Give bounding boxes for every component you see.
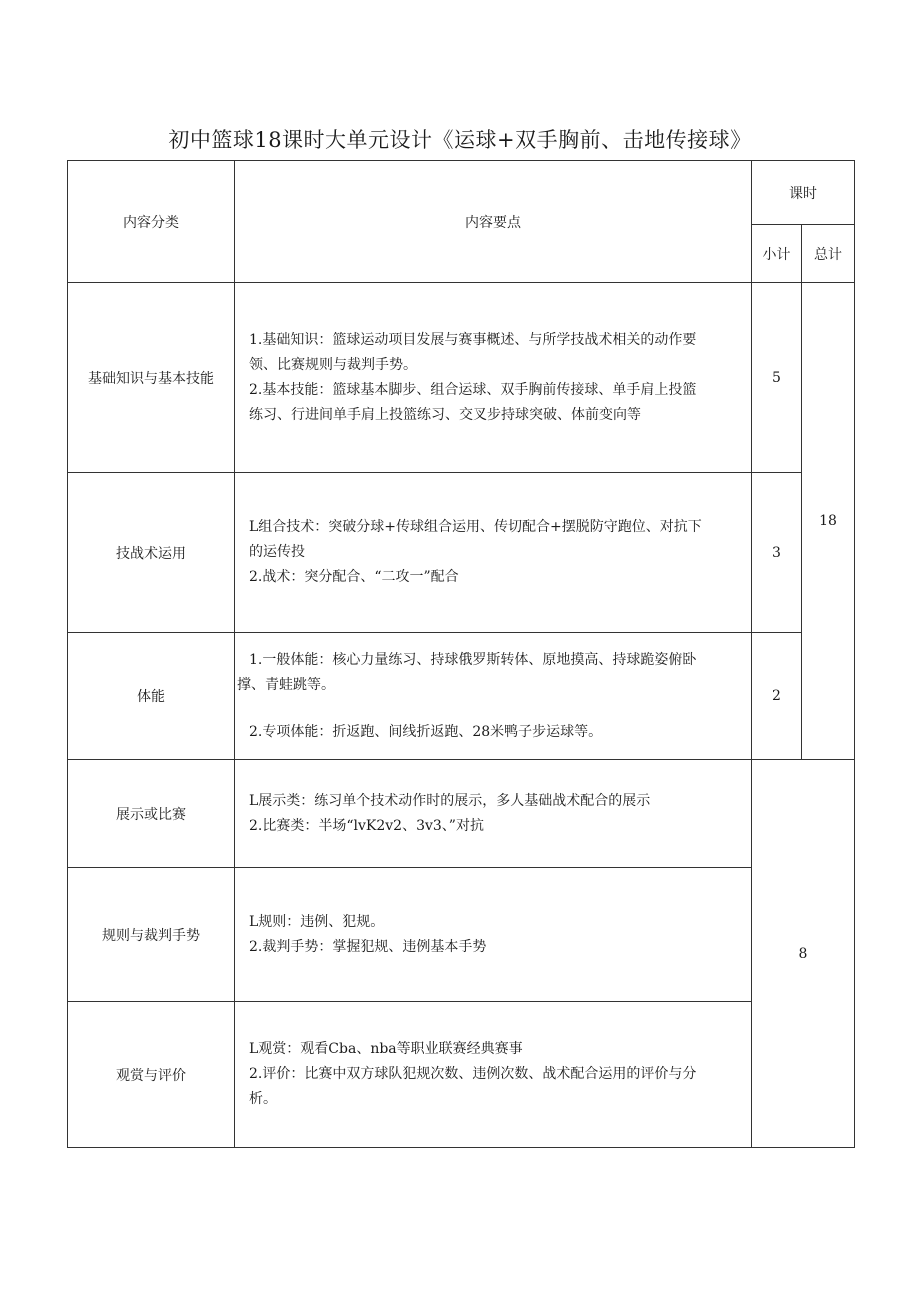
content-line: 析。 <box>249 1091 277 1107</box>
line-gap <box>249 698 743 720</box>
category-cell: 展示或比赛 <box>68 760 235 868</box>
header-content-category: 内容分类 <box>68 161 235 283</box>
content-line: L展示类：练习单个技术动作时的展示，多人基础战术配合的展示 <box>249 792 651 809</box>
category-cell: 体能 <box>68 633 235 760</box>
unit-plan-table <box>67 160 855 1148</box>
content-line: 2.基本技能：篮球基本脚步、组合运球、双手胸前传接球、单手肩上投篮 <box>249 381 697 398</box>
subtotal-cell: 2 <box>752 633 802 760</box>
content-line: 的运传投 <box>249 544 305 560</box>
content-line: 2.比赛类：半场“lvK2v2、3v3、”对抗 <box>249 817 484 834</box>
header-total: 总计 <box>802 225 855 283</box>
header-class-hours: 课时 <box>752 161 855 225</box>
category-cell: 基础知识与基本技能 <box>68 283 235 473</box>
content-points-cell <box>235 760 752 868</box>
content-points-cell <box>235 283 752 473</box>
content-line: 撑、青蛙跳等。 <box>237 676 335 693</box>
category-cell: 规则与裁判手势 <box>68 868 235 1002</box>
subtotal-cell: 3 <box>752 473 802 633</box>
content-line: 领、比赛规则与裁判手势。 <box>249 356 417 373</box>
content-line: 1.一般体能：核心力量练习、持球俄罗斯转体、原地摸高、持球跪姿俯卧 <box>249 651 697 668</box>
content-line: 2.战术：突分配合、“二攻一”配合 <box>249 569 459 585</box>
header-content-points: 内容要点 <box>235 161 752 283</box>
content-points-cell <box>235 868 752 1002</box>
grand-total-cell: 18 <box>802 283 855 760</box>
subtotal-cell: 5 <box>752 283 802 473</box>
category-cell: 技战术运用 <box>68 473 235 633</box>
document-title: 初中篮球18课时大单元设计《运球+双手胸前、击地传接球》 <box>168 128 752 152</box>
content-line: L组合技术：突破分球+传球组合运用、传切配合+摆脱防守跑位、对抗下 <box>249 519 702 535</box>
header-subtotal: 小计 <box>752 225 802 283</box>
content-points-cell <box>235 473 752 633</box>
content-line: L观赏：观看Cba、nba等职业联赛经典赛事 <box>249 1041 523 1057</box>
content-line: 2.评价：比赛中双方球队犯规次数、违例次数、战术配合运用的评价与分 <box>249 1066 697 1082</box>
content-line: L规则：违例、犯规。 <box>249 913 385 930</box>
merged-subtotal-cell: 8 <box>752 760 855 1148</box>
content-points-cell <box>235 1002 752 1148</box>
content-points-cell <box>235 633 752 760</box>
content-line: 2.裁判手势：掌握犯规、违例基本手势 <box>249 938 487 955</box>
content-line: 1.基础知识：篮球运动项目发展与赛事概述、与所学技战术相关的动作要 <box>249 331 697 348</box>
content-line: 练习、行进间单手肩上投篮练习、交叉步持球突破、体前变向等 <box>249 406 641 423</box>
category-cell: 观赏与评价 <box>68 1002 235 1148</box>
content-line: 2.专项体能：折返跑、间线折返跑、28米鸭子步运球等。 <box>249 723 603 740</box>
